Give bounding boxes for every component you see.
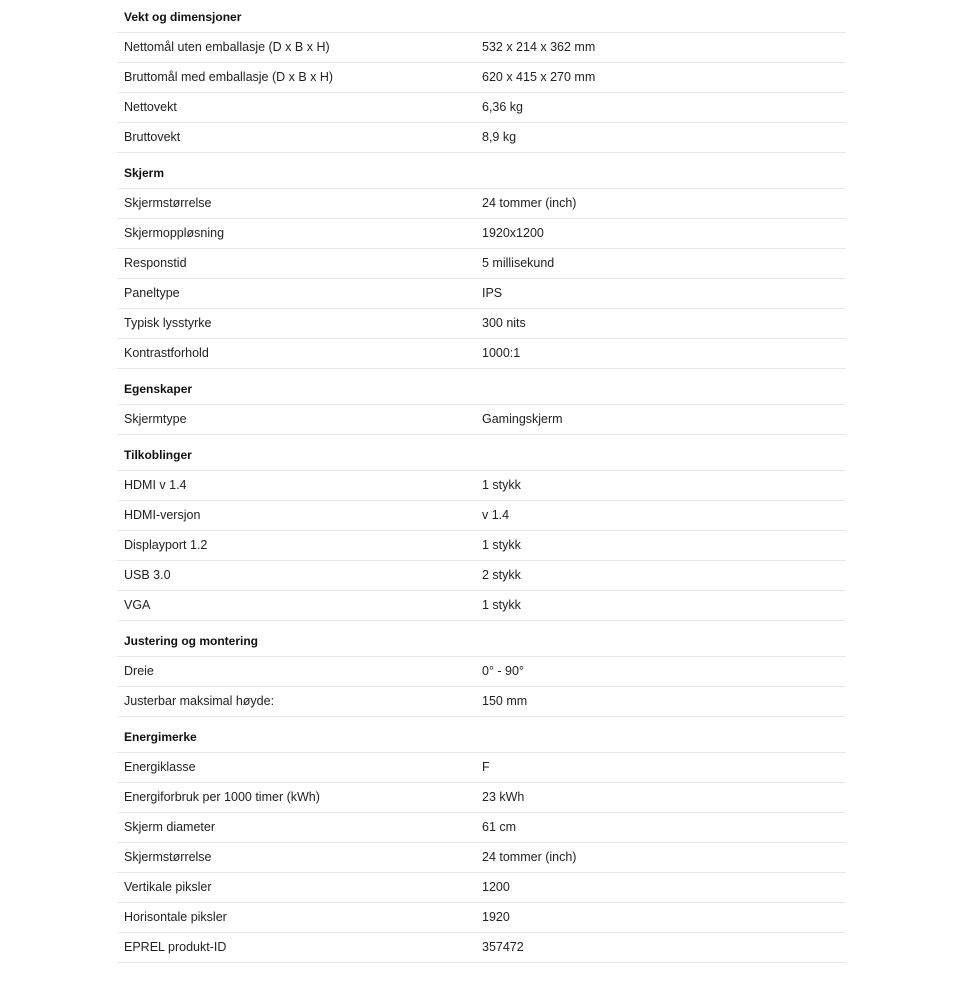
spec-label: Vertikale piksler (124, 880, 212, 894)
section-features (117, 374, 846, 435)
spec-value: IPS (482, 286, 503, 300)
spec-row (117, 813, 846, 843)
spec-value: 2 stykk (482, 568, 521, 582)
spec-label: Paneltype (124, 286, 180, 300)
section-weight-dimensions (117, 2, 846, 153)
spec-row (117, 501, 846, 531)
spec-label: Dreie (124, 664, 154, 678)
spec-value: 1920 (482, 910, 510, 924)
spec-row (117, 219, 846, 249)
spec-row (117, 843, 846, 873)
spec-label: Bruttovekt (124, 130, 181, 144)
spec-value: 23 kWh (482, 790, 525, 804)
spec-row (117, 405, 846, 435)
section-heading: Skjerm (117, 158, 846, 189)
section-heading: Tilkoblinger (117, 440, 846, 471)
spec-row (117, 783, 846, 813)
spec-label: Skjerm diameter (124, 820, 215, 834)
spec-value: 1 stykk (482, 478, 521, 492)
spec-row (117, 471, 846, 501)
spec-row (117, 933, 846, 963)
spec-value: 300 nits (482, 316, 526, 330)
spec-label: Skjermstørrelse (124, 850, 212, 864)
spec-value: 1920x1200 (482, 226, 544, 240)
spec-label: Nettovekt (124, 100, 177, 114)
spec-row (117, 63, 846, 93)
spec-label: Responstid (124, 256, 187, 270)
spec-label: Typisk lysstyrke (124, 316, 212, 330)
spec-row (117, 339, 846, 369)
spec-row (117, 33, 846, 63)
spec-value: F (482, 760, 490, 774)
spec-row (117, 309, 846, 339)
spec-label: Skjermtype (124, 412, 187, 426)
spec-row (117, 123, 846, 153)
spec-label: Bruttomål med emballasje (D x B x H) (124, 70, 334, 84)
spec-row (117, 561, 846, 591)
spec-label: VGA (124, 598, 151, 612)
spec-label: Energiforbruk per 1000 timer (kWh) (124, 790, 320, 804)
spec-value: 8,9 kg (482, 130, 517, 144)
spec-value: 0° - 90° (482, 664, 524, 678)
spec-label: EPREL produkt-ID (124, 940, 227, 954)
spec-label: Displayport 1.2 (124, 538, 208, 552)
spec-row (117, 531, 846, 561)
section-screen (117, 158, 846, 369)
spec-value: 24 tommer (inch) (482, 196, 577, 210)
spec-row (117, 591, 846, 621)
spec-value: 357472 (482, 940, 524, 954)
section-heading: Vekt og dimensjoner (117, 2, 846, 33)
section-adjustment-mounting (117, 626, 846, 717)
spec-value: v 1.4 (482, 508, 510, 522)
spec-value: 61 cm (482, 820, 517, 834)
spec-label: HDMI v 1.4 (124, 478, 187, 492)
spec-table (117, 2, 846, 963)
spec-label: Horisontale piksler (124, 910, 227, 924)
spec-label: Nettomål uten emballasje (D x B x H) (124, 40, 330, 54)
spec-row (117, 687, 846, 717)
spec-row (117, 279, 846, 309)
spec-value: 24 tommer (inch) (482, 850, 577, 864)
spec-value: 6,36 kg (482, 100, 524, 114)
section-energy-label (117, 722, 846, 963)
spec-row (117, 873, 846, 903)
spec-label: HDMI-versjon (124, 508, 201, 522)
spec-value: 1 stykk (482, 598, 521, 612)
section-heading: Egenskaper (117, 374, 846, 405)
spec-label: Skjermstørrelse (124, 196, 212, 210)
spec-value: 150 mm (482, 694, 528, 708)
spec-value: 620 x 415 x 270 mm (482, 70, 596, 84)
section-heading: Justering og montering (117, 626, 846, 657)
spec-value: 532 x 214 x 362 mm (482, 40, 596, 54)
spec-value: 1 stykk (482, 538, 521, 552)
spec-value: Gamingskjerm (482, 412, 563, 426)
spec-label: Energiklasse (124, 760, 196, 774)
spec-row (117, 249, 846, 279)
spec-label: Skjermoppløsning (124, 226, 225, 240)
spec-label: Justerbar maksimal høyde: (124, 694, 275, 708)
spec-value: 1200 (482, 880, 510, 894)
spec-row (117, 903, 846, 933)
spec-value: 1000:1 (482, 346, 521, 360)
spec-label: USB 3.0 (124, 568, 171, 582)
spec-value: 5 millisekund (482, 256, 555, 270)
spec-row (117, 189, 846, 219)
spec-label: Kontrastforhold (124, 346, 209, 360)
section-connections (117, 440, 846, 621)
spec-row (117, 93, 846, 123)
spec-row (117, 753, 846, 783)
spec-row (117, 657, 846, 687)
section-heading: Energimerke (117, 722, 846, 753)
